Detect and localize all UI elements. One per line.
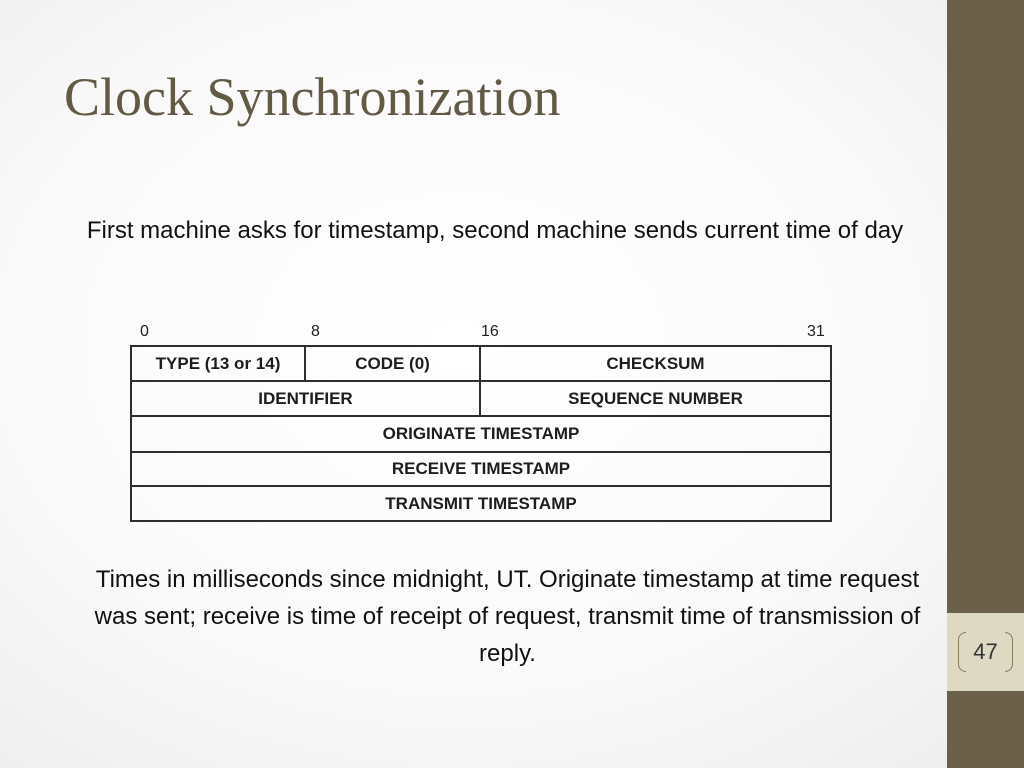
intro-text: First machine asks for timestamp, second machine sends current time of day: [86, 217, 904, 244]
field-checksum: CHECKSUM: [606, 353, 705, 373]
field-transmit-timestamp: TRANSMIT TIMESTAMP: [385, 493, 577, 513]
bit-label: 16: [481, 323, 499, 340]
packet-format-diagram: [130, 322, 832, 522]
field-sequence-number: SEQUENCE NUMBER: [568, 388, 743, 408]
field-receive-timestamp: RECEIVE TIMESTAMP: [391, 459, 571, 478]
page-number: 47: [973, 639, 998, 664]
sidebar-bar: [947, 0, 1024, 768]
field-type: TYPE (13 or 14): [132, 347, 306, 380]
table-row: [132, 453, 830, 487]
field-originate-timestamp: ORIGINATE TIMESTAMP: [382, 424, 580, 443]
packet-fields-table: [130, 345, 832, 522]
page-number-frame: [958, 632, 1013, 672]
explanation-text: Times in milliseconds since midnight, UT. Originate timestamp at time request was sent; receive is time of receipt of request, transmit time of transmission of reply.: [94, 566, 921, 667]
table-row: [132, 382, 830, 417]
page-number-box: [947, 613, 1024, 691]
table-row: [132, 417, 830, 453]
field-identifier: IDENTIFIER: [132, 382, 481, 415]
table-row: [132, 487, 830, 520]
bit-label: 0: [140, 323, 149, 340]
bit-label: 8: [311, 323, 320, 340]
slide-title: Clock Synchronization: [64, 67, 561, 127]
bit-label: 31: [807, 323, 825, 340]
table-row: [132, 347, 830, 382]
field-code: CODE (0): [306, 347, 481, 380]
